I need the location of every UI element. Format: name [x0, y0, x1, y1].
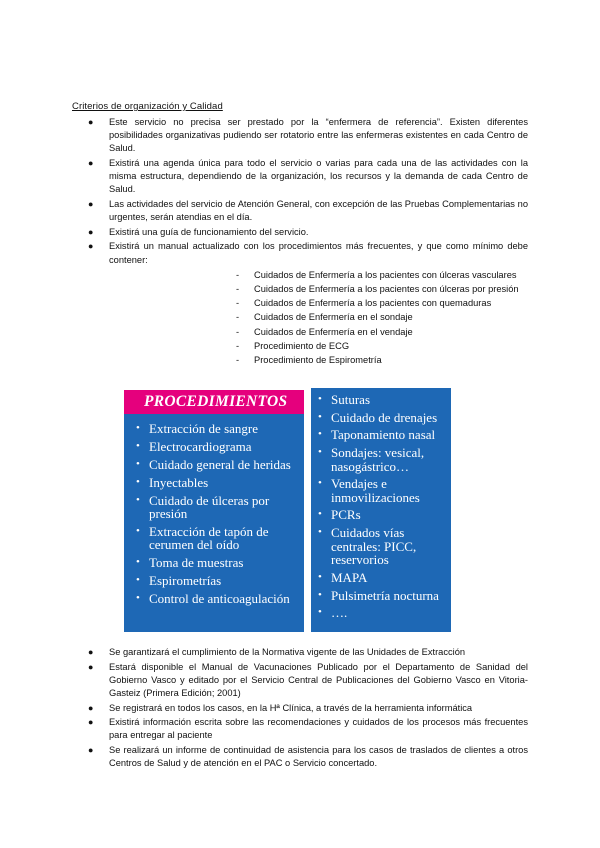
sub-list-item: - Procedimiento de ECG	[236, 340, 350, 351]
criteria-list-top	[0, 116, 600, 369]
bullet-icon: ●	[88, 744, 94, 755]
procedure-item: • Cuidado general de heridas	[136, 456, 291, 472]
procedures-left-list	[134, 422, 299, 610]
procedure-item: • Control de anticoagulación	[136, 591, 290, 607]
bullet-icon: ●	[88, 226, 94, 237]
procedure-item: • Sondajes: vesical, nasogástrico…	[318, 445, 425, 474]
bullet-icon: ●	[88, 241, 94, 252]
procedure-item: • PCRs	[318, 507, 361, 523]
procedure-item: • Suturas	[318, 392, 370, 407]
list-item: ● Las actividades del servicio de Atención General, con excepción de las Pruebas Complementarias no urgentes, serán atendias en el día.	[88, 199, 528, 223]
bullet-icon: ●	[88, 199, 94, 209]
list-item: ● Se realizará un informe de continuidad de asistencia para los casos de traslados de clientes a otros Centros de Salud y de atención en el PAC o Servicio concertado.	[88, 744, 528, 769]
list-item: ● Se registrará en todos los casos, en la Hª Clínica, a través de la herramienta informática	[0, 702, 600, 715]
procedure-item: • ….	[318, 605, 348, 621]
sub-list-item: - Cuidados de Enfermería en el vendaje	[236, 326, 413, 337]
sub-list-item: - Cuidados de Enfermería a los pacientes con úlceras vasculares	[236, 269, 517, 280]
sub-list-item: - Procedimiento de Espirometría	[236, 355, 382, 366]
list-item: ● Este servicio no precisa ser prestado por la “enfermera de referencia”. Existen diferentes posibilidades organizativas pudiendo ser rotatorio entre las enfermeras existentes en cada Centro de Salud.	[88, 117, 528, 154]
procedure-item: • Toma de muestras	[136, 555, 244, 571]
procedures-right-list	[316, 393, 448, 624]
bullet-icon: ●	[88, 661, 94, 672]
sub-list-item: - Cuidados de Enfermería a los pacientes con úlceras por presión	[236, 284, 519, 294]
list-item: ● Existirá un manual actualizado con los procedimientos más frecuentes, y que como mínimo debe contener: - Cuidados de Enfermería a los pacientes con úlceras vasculares - Cuidados de Enfermería a los pacientes con úlceras por presión - Cuidados de Enfermería a los pacientes con quemaduras - Cuidados de Enfermería en el sondaje - Cuidados de Enfermería en el vendaje - Procedimiento de ECG - Procedimiento de Espirometría	[0, 240, 600, 367]
procedure-item: • Espirometrías	[136, 573, 222, 589]
list-item: ● Estará disponible el Manual de Vacunaciones Publicado por el Departamento de Sanidad del Gobierno Vasco y editado por el Servicio Central de Publicaciones del Gobierno Vasco en Vitoria-Gasteiz (Primera Edición; 2001)	[88, 661, 528, 698]
bullet-icon: ●	[88, 702, 94, 713]
bullet-icon: ●	[88, 158, 94, 168]
manual-contents-list	[109, 269, 528, 367]
procedure-item: • Vendajes e inmovilizaciones	[318, 476, 420, 505]
procedure-item: • MAPA	[318, 569, 368, 585]
sub-list-item: - Cuidados de Enfermería a los pacientes con quemaduras	[236, 298, 492, 309]
list-item: ● Existirá información escrita sobre las recomendaciones y cuidados de los procesos más frecuentes para entregar al paciente	[88, 717, 528, 741]
procedure-item: • Inyectables	[136, 474, 209, 490]
procedure-item: • Cuidados vías centrales: PICC, reservorios	[318, 525, 417, 568]
bullet-icon: ●	[88, 717, 94, 728]
sub-list-item: - Cuidados de Enfermería en el sondaje	[236, 312, 413, 323]
criteria-list-bottom	[0, 646, 600, 772]
list-item: ● Existirá una guía de funcionamiento del servicio.	[0, 226, 600, 239]
list-item: ● Existirá una agenda única para todo el servicio o varias para cada una de las actividades con la misma estructura, dependiendo de la organización, los recursos y la demanda de cada Centro de Salud.	[88, 158, 528, 195]
bullet-icon: ●	[88, 647, 94, 657]
procedure-item: • Taponamiento nasal	[318, 427, 436, 443]
bullet-icon: ●	[88, 117, 94, 127]
procedures-title: PROCEDIMIENTOS	[124, 390, 304, 414]
section-heading: Criterios de organización y Calidad	[72, 101, 223, 112]
procedure-item: • Electrocardiograma	[136, 438, 252, 454]
procedure-item: • Pulsimetría nocturna	[318, 587, 439, 603]
procedure-item: • Cuidado de úlceras por presión	[136, 492, 270, 522]
list-item: ● Se garantizará el cumplimiento de la Normativa vigente de las Unidades de Extracción	[0, 646, 600, 659]
procedure-item: • Cuidado de drenajes	[318, 409, 438, 425]
procedure-item: • Extracción de sangre	[136, 421, 259, 436]
procedure-item: • Extracción de tapón de cerumen del oído	[136, 523, 269, 553]
